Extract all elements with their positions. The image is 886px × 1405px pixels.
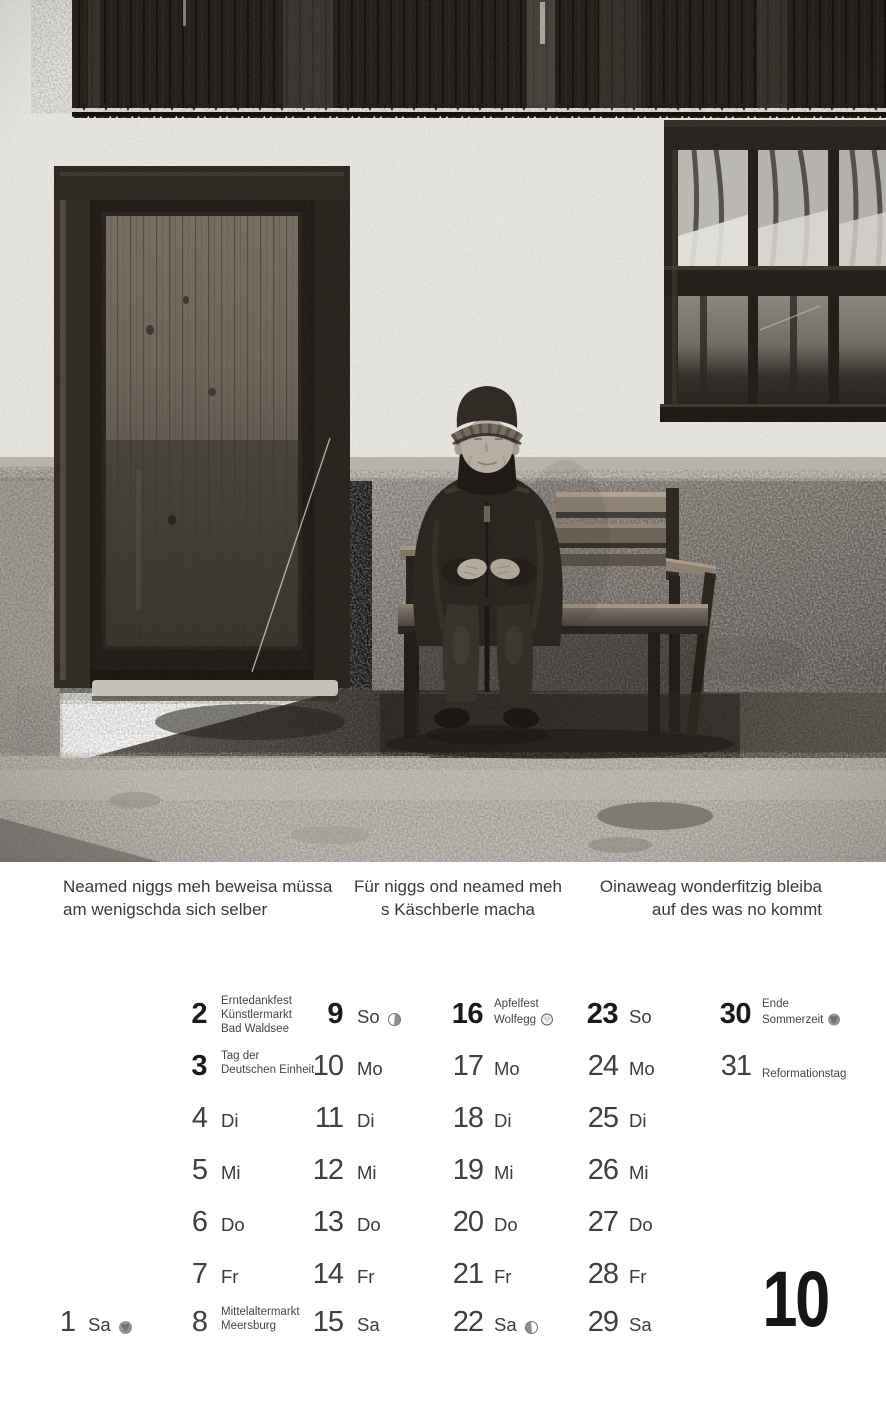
calendar-day-9 <box>263 994 401 1040</box>
day-number: 12 <box>312 1154 343 1186</box>
event-label <box>762 997 840 1027</box>
quote-line: am wenigschda sich selber <box>63 899 268 919</box>
calendar-day-3 <box>127 1046 315 1092</box>
weekday-label: Do <box>357 1214 381 1235</box>
calendar-day-19 <box>403 1150 514 1196</box>
weekday-label: Mi <box>629 1162 649 1183</box>
day-number: 24 <box>587 1050 618 1082</box>
calendar-day-2 <box>127 994 292 1040</box>
day-number: 14 <box>312 1258 343 1290</box>
calendar-day-7 <box>127 1254 238 1300</box>
quote-line: Oinaweag wonderfitzig bleiba <box>599 877 822 896</box>
event-line: Erntedankfest <box>221 995 292 1007</box>
event-line: Bad Waldsee <box>221 1023 289 1035</box>
day-number: 19 <box>452 1154 483 1186</box>
calendar-day-10 <box>263 1046 383 1092</box>
event-line: Apfelfest <box>494 998 539 1010</box>
first-quarter-icon <box>388 1013 401 1026</box>
event-line: Reformationstag <box>762 1068 847 1080</box>
weekday-label: Do <box>494 1214 518 1235</box>
weekday-label: Di <box>221 1110 239 1131</box>
weekday-label: So <box>629 1006 652 1027</box>
day-number: 31 <box>720 1050 751 1082</box>
event-line: Meersburg <box>221 1320 276 1332</box>
calendar-day-16 <box>403 994 539 1040</box>
weekday-label: Fr <box>221 1266 239 1287</box>
calendar-day-15 <box>263 1302 380 1348</box>
day-number: 3 <box>191 1050 207 1082</box>
event-line: Tag der <box>221 1050 260 1062</box>
weekday-label: Di <box>494 1110 512 1131</box>
event-line: Ende <box>762 998 789 1010</box>
quote-line: auf des was no kommt <box>651 899 822 919</box>
weekday-label: Mi <box>494 1162 514 1183</box>
calendar-day-24 <box>538 1046 655 1092</box>
calendar-day-12 <box>263 1150 377 1196</box>
event-line: Künstlermarkt <box>221 1009 292 1021</box>
day-number: 11 <box>314 1102 343 1134</box>
calendar-day-6 <box>127 1202 245 1248</box>
day-number: 13 <box>312 1206 343 1238</box>
day-number: 20 <box>452 1206 483 1238</box>
day-number: 22 <box>452 1306 483 1338</box>
day-number: 30 <box>719 998 751 1030</box>
calendar-day-8 <box>127 1302 300 1348</box>
calendar-day-28 <box>538 1254 646 1300</box>
calendar-day-26 <box>538 1150 649 1196</box>
new-moon-icon <box>828 1014 840 1026</box>
weekday-label: Fr <box>629 1266 647 1287</box>
weekday-label: Do <box>221 1214 245 1235</box>
day-number: 7 <box>191 1258 207 1290</box>
calendar-day-22 <box>403 1302 538 1348</box>
calendar-day-29 <box>538 1302 652 1348</box>
day-number: 2 <box>191 998 207 1030</box>
calendar-day-5 <box>127 1150 241 1196</box>
day-number: 27 <box>587 1206 618 1238</box>
day-number: 10 <box>312 1050 343 1082</box>
day-number: 6 <box>191 1206 207 1238</box>
day-number: 1 <box>59 1306 75 1338</box>
calendar-day-14 <box>263 1254 374 1300</box>
calendar-day-23 <box>538 994 652 1040</box>
calendar-day-27 <box>538 1202 653 1248</box>
calendar-day-13 <box>263 1202 381 1248</box>
calendar-day-17 <box>403 1046 520 1092</box>
day-number: 23 <box>586 998 618 1030</box>
day-number: 4 <box>191 1102 207 1134</box>
day-number: 29 <box>587 1306 618 1338</box>
quote-line: Neamed niggs meh beweisa müssa <box>63 877 333 896</box>
day-number: 25 <box>587 1102 618 1134</box>
weekday-label: Sa <box>629 1314 652 1335</box>
weekday-label: Do <box>629 1214 653 1235</box>
weekday-label: Mi <box>221 1162 241 1183</box>
quote-line: s Käschberle macha <box>380 899 536 919</box>
day-number: 16 <box>451 998 483 1030</box>
quote-line: Für niggs ond neamed meh <box>354 877 562 896</box>
weekday-label: Fr <box>357 1266 375 1287</box>
calendar-day-25 <box>538 1098 646 1144</box>
day-number: 28 <box>587 1258 618 1290</box>
weekday-label: Di <box>629 1110 647 1131</box>
weekday-label: Fr <box>494 1266 512 1287</box>
event-line: Wolfegg <box>494 1011 553 1027</box>
calendar-day-1 <box>0 1302 132 1348</box>
calendar-day-30 <box>671 994 824 1040</box>
day-number: 15 <box>312 1306 343 1338</box>
day-number: 21 <box>452 1258 483 1290</box>
day-number: 17 <box>452 1050 483 1082</box>
weekday-label: Mo <box>494 1058 520 1079</box>
event-line: Mittelaltermarkt <box>221 1306 300 1318</box>
event-line: Deutschen Einheit <box>221 1064 315 1076</box>
day-number: 8 <box>191 1306 207 1338</box>
last-quarter-icon <box>525 1321 538 1334</box>
calendar-day-20 <box>403 1202 518 1248</box>
weekday-label: So <box>357 1006 380 1027</box>
calendar-day-21 <box>403 1254 511 1300</box>
weekday-label: Mi <box>357 1162 377 1183</box>
weekday-label: Sa <box>494 1314 517 1335</box>
calendar-day-31 <box>671 1046 847 1092</box>
day-number: 5 <box>191 1154 207 1186</box>
month-number: 10 <box>762 1254 828 1343</box>
day-number: 9 <box>327 998 343 1030</box>
event-label <box>762 1067 846 1081</box>
weekday-label: Di <box>357 1110 375 1131</box>
day-number: 26 <box>587 1154 618 1186</box>
weekday-label: Mo <box>629 1058 655 1079</box>
day-number: 18 <box>452 1102 483 1134</box>
weekday-label: Sa <box>88 1314 111 1335</box>
event-line: Sommerzeit <box>762 1011 840 1027</box>
calendar-day-18 <box>403 1098 511 1144</box>
calendar-day-4 <box>127 1098 238 1144</box>
calendar-day-11 <box>263 1098 374 1144</box>
weekday-label: Mo <box>357 1058 383 1079</box>
weekday-label: Sa <box>357 1314 380 1335</box>
